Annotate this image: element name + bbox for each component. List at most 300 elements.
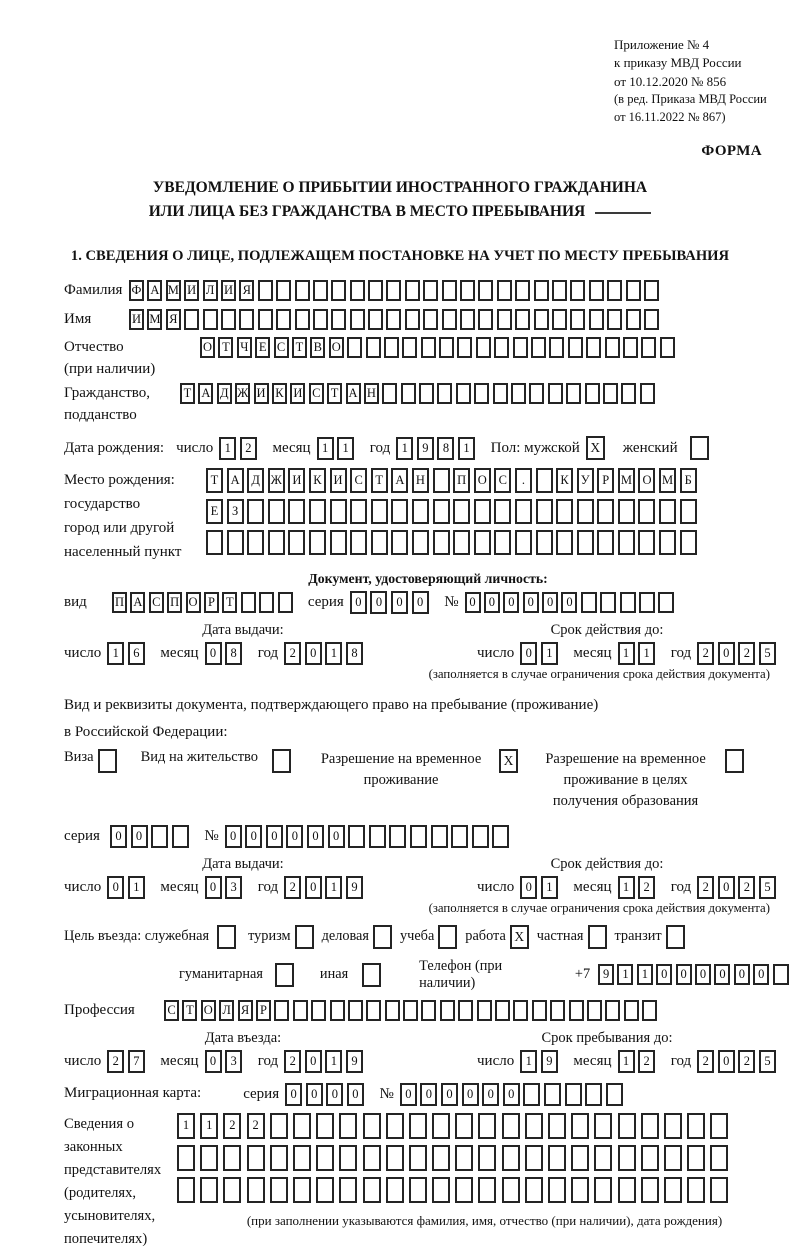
form-cell[interactable]: [664, 1177, 682, 1203]
form-cell[interactable]: 2: [697, 1050, 714, 1073]
form-cell[interactable]: М: [166, 280, 181, 301]
form-cell[interactable]: [478, 280, 493, 301]
form-cell[interactable]: [347, 337, 362, 358]
form-cell[interactable]: 9: [417, 437, 434, 460]
form-cell[interactable]: [659, 530, 676, 555]
form-cell[interactable]: [607, 280, 622, 301]
form-cell[interactable]: [532, 1000, 547, 1021]
form-cell[interactable]: [177, 1177, 195, 1203]
form-cell[interactable]: [570, 309, 585, 330]
form-cell[interactable]: [371, 530, 388, 555]
form-cell[interactable]: [594, 1113, 612, 1139]
form-cell[interactable]: [725, 749, 744, 773]
form-cell[interactable]: [640, 383, 655, 404]
form-cell[interactable]: 0: [400, 1083, 417, 1106]
form-cell[interactable]: [710, 1113, 728, 1139]
form-cell[interactable]: [311, 1000, 326, 1021]
form-cell[interactable]: 8: [225, 642, 242, 665]
form-cell[interactable]: [549, 337, 564, 358]
form-cell[interactable]: 1: [618, 1050, 635, 1073]
form-cell[interactable]: [432, 1177, 450, 1203]
form-cell[interactable]: 0: [482, 1083, 499, 1106]
form-cell[interactable]: [313, 309, 328, 330]
form-cell[interactable]: [276, 309, 291, 330]
form-cell[interactable]: Р: [204, 592, 219, 613]
form-cell[interactable]: [638, 499, 655, 524]
form-cell[interactable]: X: [510, 925, 529, 949]
form-cell[interactable]: Н: [412, 468, 429, 493]
form-cell[interactable]: [477, 1000, 492, 1021]
form-cell[interactable]: [316, 1177, 334, 1203]
form-cell[interactable]: [497, 309, 512, 330]
form-cell[interactable]: 0: [718, 642, 735, 665]
form-cell[interactable]: 0: [523, 592, 539, 613]
form-cell[interactable]: 2: [284, 642, 301, 665]
form-cell[interactable]: [350, 280, 365, 301]
form-cell[interactable]: 0: [542, 592, 558, 613]
form-cell[interactable]: [626, 309, 641, 330]
form-cell[interactable]: [525, 1145, 543, 1171]
form-cell[interactable]: [350, 499, 367, 524]
form-cell[interactable]: [442, 280, 457, 301]
form-cell[interactable]: 0: [305, 876, 322, 899]
form-cell[interactable]: [433, 530, 450, 555]
form-cell[interactable]: [455, 1113, 473, 1139]
form-cell[interactable]: [566, 383, 581, 404]
form-cell[interactable]: 0: [328, 825, 345, 848]
form-cell[interactable]: [687, 1177, 705, 1203]
form-cell[interactable]: М: [618, 468, 635, 493]
form-cell[interactable]: [571, 1177, 589, 1203]
form-cell[interactable]: М: [147, 309, 162, 330]
form-cell[interactable]: 2: [697, 642, 714, 665]
form-cell[interactable]: М: [659, 468, 676, 493]
form-cell[interactable]: Ж: [235, 383, 250, 404]
form-cell[interactable]: [548, 1177, 566, 1203]
form-cell[interactable]: [460, 309, 475, 330]
form-cell[interactable]: К: [556, 468, 573, 493]
form-cell[interactable]: О: [329, 337, 344, 358]
form-cell[interactable]: [525, 1177, 543, 1203]
form-cell[interactable]: [431, 825, 448, 848]
form-cell[interactable]: 2: [738, 642, 755, 665]
form-cell[interactable]: Л: [203, 280, 218, 301]
form-cell[interactable]: [458, 1000, 473, 1021]
form-cell[interactable]: [247, 530, 264, 555]
form-cell[interactable]: [618, 1113, 636, 1139]
form-cell[interactable]: [597, 530, 614, 555]
form-cell[interactable]: И: [221, 280, 236, 301]
form-cell[interactable]: 0: [462, 1083, 479, 1106]
form-cell[interactable]: [293, 1145, 311, 1171]
form-cell[interactable]: 0: [205, 1050, 222, 1073]
form-cell[interactable]: [587, 1000, 602, 1021]
form-cell[interactable]: [391, 499, 408, 524]
form-cell[interactable]: А: [130, 592, 145, 613]
form-cell[interactable]: 1: [200, 1113, 218, 1139]
form-cell[interactable]: О: [201, 1000, 216, 1021]
form-cell[interactable]: 2: [247, 1113, 265, 1139]
form-cell[interactable]: [239, 309, 254, 330]
form-cell[interactable]: П: [112, 592, 127, 613]
form-cell[interactable]: [151, 825, 168, 848]
form-cell[interactable]: [330, 499, 347, 524]
form-cell[interactable]: 0: [420, 1083, 437, 1106]
form-cell[interactable]: 0: [107, 876, 124, 899]
form-cell[interactable]: 0: [305, 642, 322, 665]
form-cell[interactable]: [577, 499, 594, 524]
form-cell[interactable]: [423, 309, 438, 330]
form-cell[interactable]: [478, 1113, 496, 1139]
form-cell[interactable]: [259, 592, 274, 613]
form-cell[interactable]: 2: [223, 1113, 241, 1139]
form-cell[interactable]: [618, 1177, 636, 1203]
form-cell[interactable]: 1: [396, 437, 413, 460]
form-cell[interactable]: 0: [676, 964, 692, 985]
form-cell[interactable]: Ж: [268, 468, 285, 493]
form-cell[interactable]: [597, 499, 614, 524]
form-cell[interactable]: 0: [503, 592, 519, 613]
form-cell[interactable]: [603, 383, 618, 404]
form-cell[interactable]: [437, 383, 452, 404]
form-cell[interactable]: [620, 592, 636, 613]
form-cell[interactable]: И: [290, 383, 305, 404]
form-cell[interactable]: [624, 1000, 639, 1021]
form-cell[interactable]: 0: [412, 591, 429, 614]
form-cell[interactable]: [293, 1113, 311, 1139]
form-cell[interactable]: 8: [346, 642, 363, 665]
form-cell[interactable]: [432, 1145, 450, 1171]
form-cell[interactable]: [641, 1177, 659, 1203]
form-cell[interactable]: [690, 436, 709, 460]
form-cell[interactable]: [571, 1145, 589, 1171]
form-cell[interactable]: [268, 499, 285, 524]
form-cell[interactable]: 1: [618, 642, 635, 665]
form-cell[interactable]: [536, 499, 553, 524]
form-cell[interactable]: X: [586, 436, 605, 460]
form-cell[interactable]: [331, 309, 346, 330]
form-cell[interactable]: 3: [225, 1050, 242, 1073]
form-cell[interactable]: [605, 337, 620, 358]
form-cell[interactable]: [339, 1113, 357, 1139]
form-cell[interactable]: [316, 1145, 334, 1171]
form-cell[interactable]: [478, 309, 493, 330]
form-cell[interactable]: [366, 337, 381, 358]
form-cell[interactable]: 0: [131, 825, 148, 848]
form-cell[interactable]: [773, 964, 789, 985]
form-cell[interactable]: [270, 1145, 288, 1171]
form-cell[interactable]: И: [330, 468, 347, 493]
form-cell[interactable]: [442, 309, 457, 330]
form-cell[interactable]: [453, 499, 470, 524]
form-cell[interactable]: [206, 530, 223, 555]
form-cell[interactable]: 1: [337, 437, 354, 460]
form-cell[interactable]: [247, 1177, 265, 1203]
form-cell[interactable]: [455, 1145, 473, 1171]
form-cell[interactable]: [664, 1113, 682, 1139]
form-cell[interactable]: Т: [218, 337, 233, 358]
form-cell[interactable]: [536, 468, 553, 493]
form-cell[interactable]: [534, 280, 549, 301]
form-cell[interactable]: [373, 925, 392, 949]
form-cell[interactable]: [513, 1000, 528, 1021]
form-cell[interactable]: [348, 1000, 363, 1021]
form-cell[interactable]: К: [309, 468, 326, 493]
form-cell[interactable]: З: [227, 499, 244, 524]
form-cell[interactable]: Д: [217, 383, 232, 404]
form-cell[interactable]: [552, 309, 567, 330]
form-cell[interactable]: [386, 280, 401, 301]
form-cell[interactable]: О: [474, 468, 491, 493]
form-cell[interactable]: [623, 337, 638, 358]
form-cell[interactable]: [412, 499, 429, 524]
form-cell[interactable]: Р: [256, 1000, 271, 1021]
form-cell[interactable]: [217, 925, 236, 949]
form-cell[interactable]: [371, 499, 388, 524]
form-cell[interactable]: [492, 825, 509, 848]
form-cell[interactable]: [402, 337, 417, 358]
form-cell[interactable]: 9: [346, 1050, 363, 1073]
form-cell[interactable]: 0: [656, 964, 672, 985]
form-cell[interactable]: 1: [458, 437, 475, 460]
form-cell[interactable]: Т: [180, 383, 195, 404]
form-cell[interactable]: [478, 1145, 496, 1171]
form-cell[interactable]: 1: [128, 876, 145, 899]
form-cell[interactable]: [272, 749, 291, 773]
form-cell[interactable]: 7: [128, 1050, 145, 1073]
form-cell[interactable]: [618, 530, 635, 555]
form-cell[interactable]: 1: [325, 1050, 342, 1073]
form-cell[interactable]: [606, 1083, 623, 1106]
form-cell[interactable]: 1: [638, 642, 655, 665]
form-cell[interactable]: [288, 499, 305, 524]
form-cell[interactable]: [515, 530, 532, 555]
form-cell[interactable]: [515, 309, 530, 330]
form-cell[interactable]: [585, 383, 600, 404]
form-cell[interactable]: [98, 749, 117, 773]
form-cell[interactable]: 0: [561, 592, 577, 613]
form-cell[interactable]: [293, 1177, 311, 1203]
form-cell[interactable]: [386, 309, 401, 330]
form-cell[interactable]: [544, 1083, 561, 1106]
form-cell[interactable]: [474, 383, 489, 404]
form-cell[interactable]: [577, 530, 594, 555]
form-cell[interactable]: [586, 337, 601, 358]
form-cell[interactable]: [502, 1145, 520, 1171]
form-cell[interactable]: [386, 1113, 404, 1139]
form-cell[interactable]: [270, 1177, 288, 1203]
form-cell[interactable]: [523, 1083, 540, 1106]
form-cell[interactable]: Б: [680, 468, 697, 493]
form-cell[interactable]: [680, 530, 697, 555]
form-cell[interactable]: [339, 1145, 357, 1171]
form-cell[interactable]: [687, 1113, 705, 1139]
form-cell[interactable]: [200, 1145, 218, 1171]
form-cell[interactable]: 5: [759, 642, 776, 665]
form-cell[interactable]: [515, 280, 530, 301]
form-cell[interactable]: [419, 383, 434, 404]
form-cell[interactable]: [309, 530, 326, 555]
form-cell[interactable]: 2: [284, 876, 301, 899]
form-cell[interactable]: [589, 309, 604, 330]
form-cell[interactable]: [203, 309, 218, 330]
form-cell[interactable]: 9: [598, 964, 614, 985]
form-cell[interactable]: [275, 963, 294, 987]
form-cell[interactable]: [569, 1000, 584, 1021]
form-cell[interactable]: 0: [205, 876, 222, 899]
form-cell[interactable]: С: [164, 1000, 179, 1021]
form-cell[interactable]: 1: [317, 437, 334, 460]
form-cell[interactable]: [421, 1000, 436, 1021]
form-cell[interactable]: 2: [107, 1050, 124, 1073]
form-cell[interactable]: [382, 383, 397, 404]
form-cell[interactable]: И: [129, 309, 144, 330]
form-cell[interactable]: [626, 280, 641, 301]
form-cell[interactable]: [497, 280, 512, 301]
form-cell[interactable]: 0: [285, 1083, 302, 1106]
form-cell[interactable]: [405, 309, 420, 330]
form-cell[interactable]: 0: [205, 642, 222, 665]
form-cell[interactable]: [295, 925, 314, 949]
form-cell[interactable]: Т: [206, 468, 223, 493]
form-cell[interactable]: [476, 337, 491, 358]
form-cell[interactable]: 0: [245, 825, 262, 848]
form-cell[interactable]: [369, 825, 386, 848]
form-cell[interactable]: [405, 280, 420, 301]
form-cell[interactable]: [270, 1113, 288, 1139]
form-cell[interactable]: [621, 383, 636, 404]
form-cell[interactable]: Р: [597, 468, 614, 493]
form-cell[interactable]: 0: [350, 591, 367, 614]
form-cell[interactable]: [363, 1177, 381, 1203]
form-cell[interactable]: [588, 925, 607, 949]
form-cell[interactable]: [594, 1177, 612, 1203]
form-cell[interactable]: 5: [759, 1050, 776, 1073]
form-cell[interactable]: [494, 530, 511, 555]
form-cell[interactable]: 2: [738, 876, 755, 899]
form-cell[interactable]: [391, 530, 408, 555]
form-cell[interactable]: [433, 499, 450, 524]
form-cell[interactable]: [642, 1000, 657, 1021]
form-cell[interactable]: 9: [541, 1050, 558, 1073]
form-cell[interactable]: [556, 499, 573, 524]
form-cell[interactable]: [278, 592, 293, 613]
form-cell[interactable]: П: [167, 592, 182, 613]
form-cell[interactable]: С: [149, 592, 164, 613]
form-cell[interactable]: О: [638, 468, 655, 493]
form-cell[interactable]: [313, 280, 328, 301]
form-cell[interactable]: 2: [638, 1050, 655, 1073]
form-cell[interactable]: [401, 383, 416, 404]
form-cell[interactable]: [330, 1000, 345, 1021]
form-cell[interactable]: [295, 309, 310, 330]
form-cell[interactable]: Е: [206, 499, 223, 524]
form-cell[interactable]: [288, 530, 305, 555]
form-cell[interactable]: [258, 280, 273, 301]
form-cell[interactable]: [247, 1145, 265, 1171]
form-cell[interactable]: [511, 383, 526, 404]
form-cell[interactable]: 0: [734, 964, 750, 985]
form-cell[interactable]: У: [577, 468, 594, 493]
form-cell[interactable]: [177, 1145, 195, 1171]
form-cell[interactable]: 1: [637, 964, 653, 985]
form-cell[interactable]: [618, 1145, 636, 1171]
form-cell[interactable]: [600, 592, 616, 613]
form-cell[interactable]: [386, 1177, 404, 1203]
form-cell[interactable]: 2: [240, 437, 257, 460]
form-cell[interactable]: [607, 309, 622, 330]
form-cell[interactable]: [200, 1177, 218, 1203]
form-cell[interactable]: [664, 1145, 682, 1171]
form-cell[interactable]: [680, 499, 697, 524]
form-cell[interactable]: [536, 530, 553, 555]
form-cell[interactable]: И: [254, 383, 269, 404]
form-cell[interactable]: [293, 1000, 308, 1021]
form-cell[interactable]: [641, 1113, 659, 1139]
form-cell[interactable]: [172, 825, 189, 848]
form-cell[interactable]: [309, 499, 326, 524]
form-cell[interactable]: 1: [617, 964, 633, 985]
form-cell[interactable]: 0: [503, 1083, 520, 1106]
form-cell[interactable]: [660, 337, 675, 358]
form-cell[interactable]: [432, 1113, 450, 1139]
form-cell[interactable]: Т: [222, 592, 237, 613]
form-cell[interactable]: 0: [695, 964, 711, 985]
form-cell[interactable]: Т: [182, 1000, 197, 1021]
form-cell[interactable]: [531, 337, 546, 358]
form-cell[interactable]: [439, 337, 454, 358]
form-cell[interactable]: И: [184, 280, 199, 301]
form-cell[interactable]: [423, 280, 438, 301]
form-cell[interactable]: [589, 280, 604, 301]
form-cell[interactable]: [548, 1145, 566, 1171]
form-cell[interactable]: [585, 1083, 602, 1106]
form-cell[interactable]: [644, 280, 659, 301]
form-cell[interactable]: 1: [618, 876, 635, 899]
form-cell[interactable]: [474, 499, 491, 524]
form-cell[interactable]: [641, 1145, 659, 1171]
form-cell[interactable]: [534, 309, 549, 330]
form-cell[interactable]: А: [198, 383, 213, 404]
form-cell[interactable]: П: [453, 468, 470, 493]
form-cell[interactable]: Т: [371, 468, 388, 493]
form-cell[interactable]: 0: [520, 876, 537, 899]
form-cell[interactable]: [227, 530, 244, 555]
form-cell[interactable]: 0: [347, 1083, 364, 1106]
form-cell[interactable]: 9: [346, 876, 363, 899]
form-cell[interactable]: 0: [307, 825, 324, 848]
form-cell[interactable]: С: [274, 337, 289, 358]
form-cell[interactable]: [350, 530, 367, 555]
form-cell[interactable]: [639, 592, 655, 613]
form-cell[interactable]: [274, 1000, 289, 1021]
form-cell[interactable]: 0: [718, 1050, 735, 1073]
form-cell[interactable]: [348, 825, 365, 848]
form-cell[interactable]: А: [391, 468, 408, 493]
form-cell[interactable]: [456, 383, 471, 404]
form-cell[interactable]: [594, 1145, 612, 1171]
form-cell[interactable]: 8: [437, 437, 454, 460]
form-cell[interactable]: Л: [219, 1000, 234, 1021]
form-cell[interactable]: [363, 1113, 381, 1139]
form-cell[interactable]: [457, 337, 472, 358]
form-cell[interactable]: 2: [284, 1050, 301, 1073]
form-cell[interactable]: 0: [465, 592, 481, 613]
form-cell[interactable]: 1: [219, 437, 236, 460]
form-cell[interactable]: [568, 337, 583, 358]
form-cell[interactable]: О: [200, 337, 215, 358]
form-cell[interactable]: 0: [520, 642, 537, 665]
